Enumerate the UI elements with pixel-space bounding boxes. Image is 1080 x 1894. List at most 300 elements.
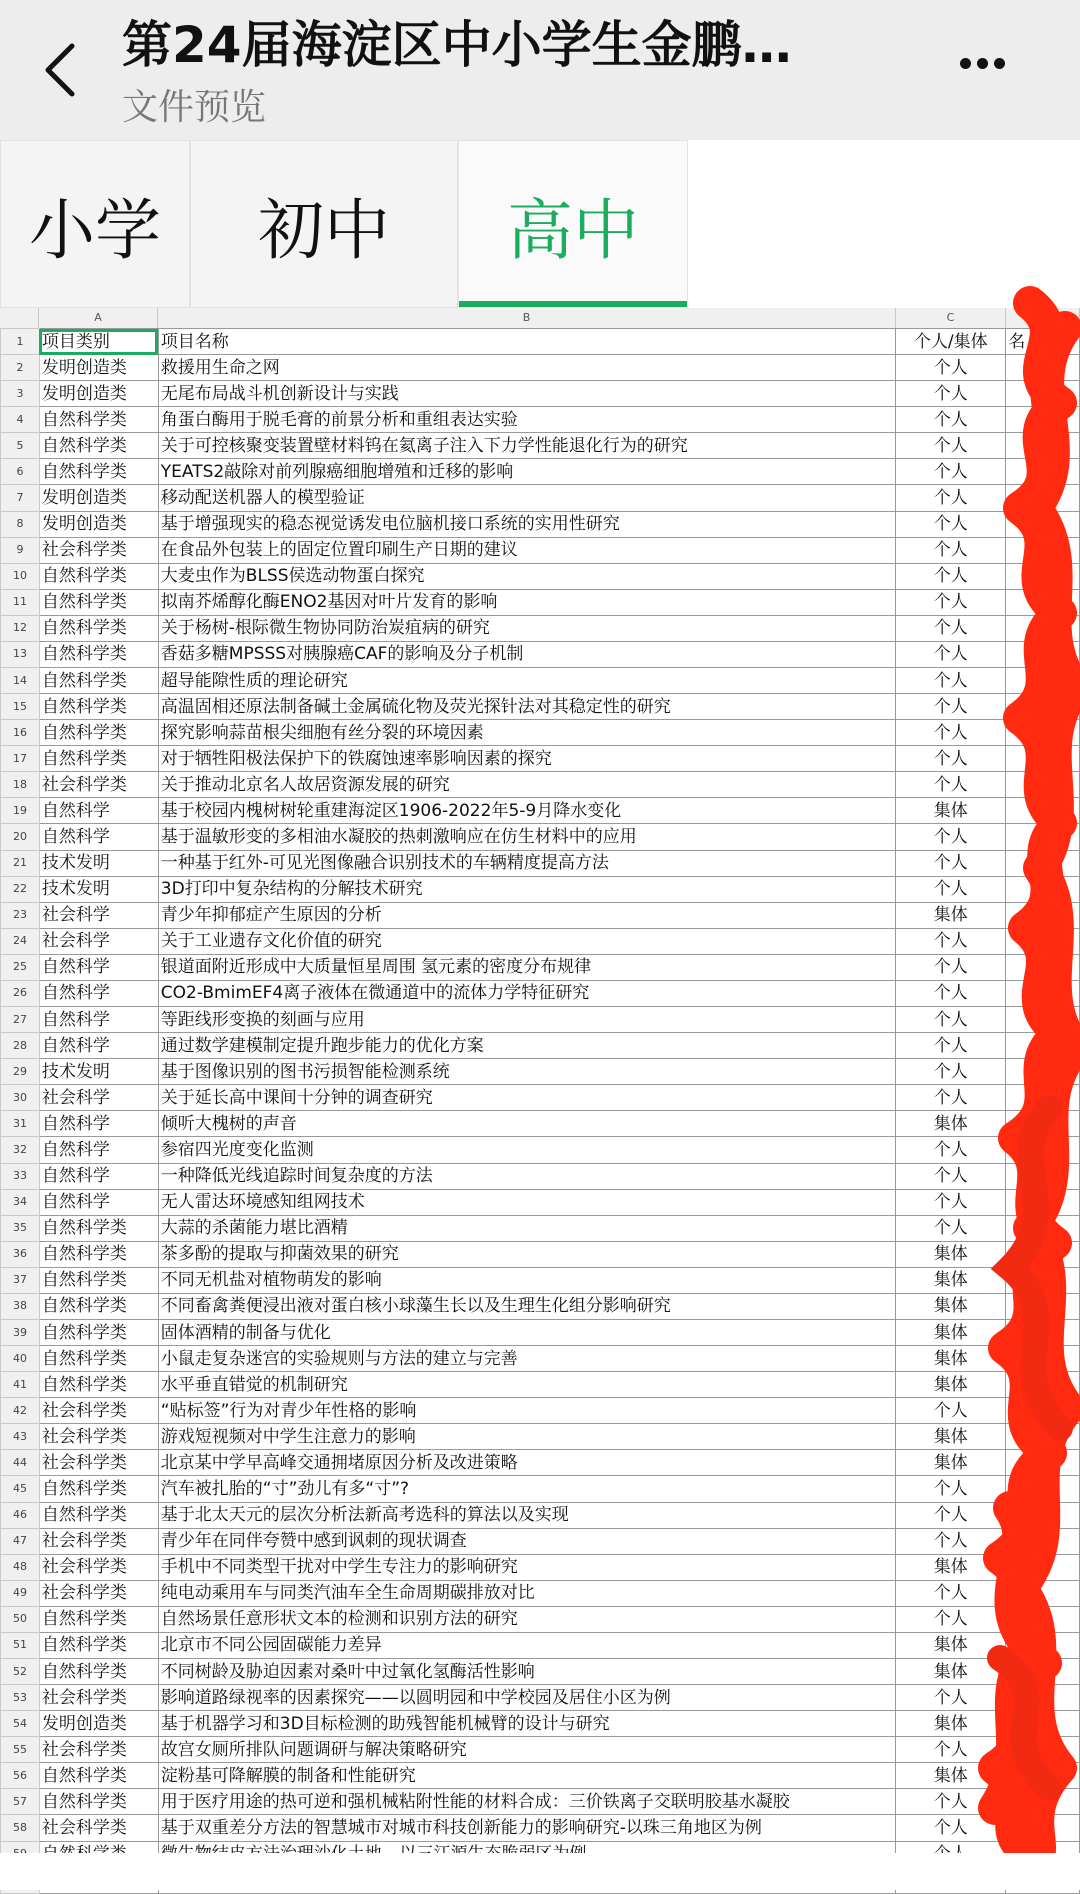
cell-project-name[interactable]: 关于推动北京名人故居资源发展的研究 [158, 772, 896, 798]
cell-individual-group[interactable]: 个人 [896, 1685, 1006, 1711]
row-number: 36 [1, 1241, 40, 1267]
cell-individual-group[interactable]: 个人 [896, 1189, 1006, 1215]
table-row [1, 381, 1080, 407]
cell-individual-group[interactable]: 个人 [896, 589, 1006, 615]
cell-project-name[interactable]: YEATS2敲除对前列腺癌细胞增殖和迁移的影响 [158, 459, 896, 485]
row-number: 53 [1, 1685, 40, 1711]
tab-senior-high[interactable]: 高中 [458, 140, 688, 308]
cell-category[interactable]: 技术发明 [39, 850, 158, 876]
cell-category[interactable]: 自然科学类 [39, 1763, 158, 1789]
cell-name[interactable] [1006, 1554, 1080, 1580]
spreadsheet-view[interactable] [0, 308, 1080, 1853]
row-number: 2 [1, 355, 40, 381]
cell-individual-group[interactable]: 个人 [896, 746, 1006, 772]
cell-category[interactable]: 自然科学 [39, 798, 158, 824]
cell-name[interactable] [1006, 641, 1080, 667]
cell-project-name[interactable]: 大蒜的杀菌能力堪比酒精 [158, 1215, 896, 1241]
cell-project-name[interactable]: 3D打印中复杂结构的分解技术研究 [158, 876, 896, 902]
cell-individual-group[interactable]: 个人 [896, 459, 1006, 485]
cell-name[interactable] [1006, 1424, 1080, 1450]
cell-name[interactable] [1006, 1215, 1080, 1241]
cell-individual-group[interactable]: 个人 [896, 824, 1006, 850]
table-row [1, 824, 1080, 850]
cell-name[interactable] [1006, 928, 1080, 954]
row-number: 30 [1, 1085, 40, 1111]
cell-category[interactable]: 自然科学类 [39, 694, 158, 720]
cell-individual-group[interactable]: 集体 [896, 1711, 1006, 1737]
table-row [1, 902, 1080, 928]
cell-individual-group[interactable]: 个人 [896, 433, 1006, 459]
row-number: 49 [1, 1580, 40, 1606]
cell-name[interactable] [1006, 1085, 1080, 1111]
cell-name[interactable] [1006, 1372, 1080, 1398]
table-row [1, 1606, 1080, 1632]
cell-name[interactable] [1006, 563, 1080, 589]
cell-name[interactable] [1006, 1007, 1080, 1033]
cell-name[interactable] [1006, 954, 1080, 980]
table-row [1, 1111, 1080, 1137]
cell-project-name[interactable]: 水平垂直错觉的机制研究 [158, 1372, 896, 1398]
cell-individual-group[interactable]: 个人 [896, 1476, 1006, 1502]
cell-project-name[interactable]: 超导能隙性质的理论研究 [158, 668, 896, 694]
cell-individual-group[interactable]: 个人 [896, 485, 1006, 511]
cell-project-name[interactable]: 游戏短视频对中学生注意力的影响 [158, 1424, 896, 1450]
cell-individual-group[interactable]: 个人 [896, 381, 1006, 407]
cell-individual-group[interactable]: 集体 [896, 1111, 1006, 1137]
table-row [1, 668, 1080, 694]
corner-cell [0, 308, 39, 328]
cell-individual-group[interactable]: 个人 [896, 1085, 1006, 1111]
cell-name[interactable] [1006, 1033, 1080, 1059]
back-arrow-icon[interactable] [36, 40, 86, 100]
cell-name[interactable] [1006, 1137, 1080, 1163]
table-row [1, 641, 1080, 667]
cell-name[interactable] [1006, 1658, 1080, 1684]
cell-name[interactable] [1006, 615, 1080, 641]
table-row [1, 1450, 1080, 1476]
cell-category[interactable]: 自然科学类 [39, 407, 158, 433]
cell-project-name[interactable]: 探究影响蒜苗根尖细胞有丝分裂的环境因素 [158, 720, 896, 746]
cell-individual-group[interactable]: 个人 [896, 1163, 1006, 1189]
row-number: 20 [1, 824, 40, 850]
cell-category[interactable]: 自然科学类 [39, 1241, 158, 1267]
cell-name[interactable] [1006, 1398, 1080, 1424]
row-number: 13 [1, 641, 40, 667]
row-number: 19 [1, 798, 40, 824]
cell-project-name[interactable]: 香菇多糖MPSSS对胰腺癌CAF的影响及分子机制 [158, 641, 896, 667]
cell-project-name[interactable]: 固体酒精的制备与优化 [158, 1319, 896, 1345]
cell-category[interactable]: 自然科学类 [39, 1789, 158, 1815]
cell-category[interactable]: 发明创造类 [39, 485, 158, 511]
header-cell-category[interactable]: 项目类别 [39, 329, 158, 355]
cell-name[interactable] [1006, 876, 1080, 902]
cell-name[interactable] [1006, 485, 1080, 511]
cell-name[interactable] [1006, 668, 1080, 694]
row-number: 46 [1, 1502, 40, 1528]
table-row [1, 850, 1080, 876]
cell-category[interactable]: 自然科学类 [39, 1293, 158, 1319]
cell-project-name[interactable]: 倾听大槐树的声音 [158, 1111, 896, 1137]
cell-category[interactable]: 自然科学类 [39, 1346, 158, 1372]
cell-category[interactable]: 自然科学类 [39, 746, 158, 772]
cell-category[interactable]: 社会科学类 [39, 1737, 158, 1763]
cell-individual-group[interactable]: 个人 [896, 694, 1006, 720]
table-row [1, 1632, 1080, 1658]
column-header-d[interactable]: D [1006, 308, 1080, 328]
cell-category[interactable]: 发明创造类 [39, 511, 158, 537]
cell-name[interactable] [1006, 407, 1080, 433]
cell-category[interactable]: 发明创造类 [39, 381, 158, 407]
cell-category[interactable]: 自然科学 [39, 1033, 158, 1059]
cell-individual-group[interactable]: 个人 [896, 1815, 1006, 1841]
row-number: 55 [1, 1737, 40, 1763]
cell-project-name[interactable]: 茶多酚的提取与抑菌效果的研究 [158, 1241, 896, 1267]
cell-individual-group[interactable]: 个人 [896, 563, 1006, 589]
table-row [1, 433, 1080, 459]
cell-name[interactable] [1006, 746, 1080, 772]
cell-individual-group[interactable]: 集体 [896, 1241, 1006, 1267]
column-header-b[interactable]: B [158, 308, 896, 328]
cell-individual-group[interactable]: 个人 [896, 980, 1006, 1006]
cell-name[interactable] [1006, 850, 1080, 876]
cell-project-name[interactable]: 无人雷达环境感知组网技术 [158, 1189, 896, 1215]
cell-project-name[interactable]: 关于杨树-根际微生物协同防治炭疽病的研究 [158, 615, 896, 641]
cell-name[interactable] [1006, 980, 1080, 1006]
cell-category[interactable]: 自然科学类 [39, 1606, 158, 1632]
table-row [1, 1346, 1080, 1372]
row-number: 15 [1, 694, 40, 720]
cell-category[interactable]: 自然科学类 [39, 1658, 158, 1684]
cell-individual-group[interactable]: 个人 [896, 1606, 1006, 1632]
cell-name[interactable] [1006, 1241, 1080, 1267]
row-number: 42 [1, 1398, 40, 1424]
cell-category[interactable]: 社会科学类 [39, 1424, 158, 1450]
cell-name[interactable] [1006, 1737, 1080, 1763]
cell-project-name[interactable]: 自然场景任意形状文本的检测和识别方法的研究 [158, 1606, 896, 1632]
row-number: 57 [1, 1789, 40, 1815]
cell-name[interactable] [1006, 1319, 1080, 1345]
row-number: 41 [1, 1372, 40, 1398]
cell-name[interactable] [1006, 1711, 1080, 1737]
cell-project-name[interactable]: 基于校园内槐树树轮重建海淀区1906-2022年5-9月降水变化 [158, 798, 896, 824]
cell-category[interactable]: 自然科学 [39, 980, 158, 1006]
cell-name[interactable] [1006, 1632, 1080, 1658]
cell-individual-group[interactable]: 个人 [896, 928, 1006, 954]
cell-individual-group[interactable]: 集体 [896, 1658, 1006, 1684]
cell-individual-group[interactable]: 集体 [896, 1632, 1006, 1658]
row-number: 27 [1, 1007, 40, 1033]
row-number: 1 [1, 329, 40, 355]
cell-name[interactable] [1006, 1293, 1080, 1319]
cell-individual-group[interactable]: 个人 [896, 1007, 1006, 1033]
cell-project-name[interactable]: 青少年在同伴夸赞中感到讽刺的现状调查 [158, 1528, 896, 1554]
cell-category[interactable]: 自然科学类 [39, 615, 158, 641]
cell-category[interactable]: 自然科学 [39, 1137, 158, 1163]
cell-individual-group[interactable]: 集体 [896, 1424, 1006, 1450]
cell-name[interactable] [1006, 1580, 1080, 1606]
cell-category[interactable]: 自然科学类 [39, 1632, 158, 1658]
cell-category[interactable]: 社会科学类 [39, 1685, 158, 1711]
cell-individual-group[interactable]: 集体 [896, 1319, 1006, 1345]
cell-category[interactable]: 自然科学类 [39, 1267, 158, 1293]
tab-junior-high[interactable]: 初中 [190, 140, 458, 308]
cell-project-name[interactable]: 移动配送机器人的模型验证 [158, 485, 896, 511]
table-row [1, 1554, 1080, 1580]
cell-category[interactable]: 自然科学类 [39, 459, 158, 485]
cell-category[interactable]: 自然科学类 [39, 720, 158, 746]
row-number: 34 [1, 1189, 40, 1215]
cell-project-name[interactable]: 基于北太天元的层次分析法新高考选科的算法以及实现 [158, 1502, 896, 1528]
cell-individual-group[interactable]: 个人 [896, 668, 1006, 694]
cell-individual-group[interactable]: 个人 [896, 1580, 1006, 1606]
cell-category[interactable]: 社会科学类 [39, 1554, 158, 1580]
cell-project-name[interactable]: 青少年抑郁症产生原因的分析 [158, 902, 896, 928]
table-row [1, 1476, 1080, 1502]
header-cell-individual-group[interactable]: 个人/集体 [896, 329, 1006, 355]
cell-individual-group[interactable]: 个人 [896, 1398, 1006, 1424]
cell-project-name[interactable]: 高温固相还原法制备碱土金属硫化物及荧光探针法对其稳定性的研究 [158, 694, 896, 720]
cell-category[interactable]: 技术发明 [39, 1059, 158, 1085]
cell-individual-group[interactable]: 个人 [896, 537, 1006, 563]
cell-name[interactable] [1006, 1502, 1080, 1528]
row-number: 45 [1, 1476, 40, 1502]
cell-name[interactable] [1006, 433, 1080, 459]
row-number: 58 [1, 1815, 40, 1841]
cell-individual-group[interactable]: 集体 [896, 1346, 1006, 1372]
cell-project-name[interactable]: 基于图像识别的图书污损智能检测系统 [158, 1059, 896, 1085]
cell-name[interactable] [1006, 1111, 1080, 1137]
cell-project-name[interactable]: 基于双重差分方法的智慧城市对城市科技创新能力的影响研究-以珠三角地区为例 [158, 1815, 896, 1841]
row-number: 5 [1, 433, 40, 459]
cell-individual-group[interactable]: 个人 [896, 954, 1006, 980]
cell-name[interactable] [1006, 355, 1080, 381]
cell-project-name[interactable]: CO2-BmimEF4离子液体在微通道中的流体力学特征研究 [158, 980, 896, 1006]
cell-project-name[interactable]: 关于延长高中课间十分钟的调查研究 [158, 1085, 896, 1111]
cell-category[interactable]: 社会科学 [39, 902, 158, 928]
cell-name[interactable] [1006, 720, 1080, 746]
row-number: 44 [1, 1450, 40, 1476]
cell-name[interactable] [1006, 511, 1080, 537]
table-row [1, 1241, 1080, 1267]
cell-project-name[interactable]: 拟南芥烯醇化酶ENO2基因对叶片发育的影响 [158, 589, 896, 615]
cell-name[interactable] [1006, 1685, 1080, 1711]
row-number: 31 [1, 1111, 40, 1137]
more-options-icon[interactable] [960, 54, 1020, 84]
cell-name[interactable] [1006, 1528, 1080, 1554]
cell-name[interactable] [1006, 1059, 1080, 1085]
cell-individual-group[interactable]: 集体 [896, 1293, 1006, 1319]
cell-category[interactable]: 自然科学 [39, 1007, 158, 1033]
cell-individual-group[interactable]: 个人 [896, 1059, 1006, 1085]
cell-category[interactable]: 自然科学 [39, 1189, 158, 1215]
cell-project-name[interactable]: 大麦虫作为BLSS侯选动物蛋白探究 [158, 563, 896, 589]
cell-individual-group[interactable]: 个人 [896, 772, 1006, 798]
cell-name[interactable] [1006, 459, 1080, 485]
cell-category[interactable]: 自然科学类 [39, 641, 158, 667]
cell-project-name[interactable]: 对于牺牲阳极法保护下的铁腐蚀速率影响因素的探究 [158, 746, 896, 772]
table-row [1, 720, 1080, 746]
table-row [1, 1789, 1080, 1815]
table-row [1, 1502, 1080, 1528]
cell-project-name[interactable]: 用于医疗用途的热可逆和强机械粘附性能的材料合成：三价铁离子交联明胶基水凝胶 [158, 1789, 896, 1815]
row-number: 47 [1, 1528, 40, 1554]
cell-category[interactable]: 自然科学类 [39, 589, 158, 615]
cell-project-name[interactable]: 北京市不同公园固碳能力差异 [158, 1632, 896, 1658]
cell-category[interactable]: 自然科学类 [39, 1476, 158, 1502]
cell-category[interactable]: 社会科学类 [39, 1528, 158, 1554]
table-header-row [1, 329, 1080, 355]
cell-category[interactable]: 技术发明 [39, 876, 158, 902]
cell-project-name[interactable]: 影响道路绿视率的因素探究——以圆明园和中学校园及居住小区为例 [158, 1685, 896, 1711]
table-row [1, 746, 1080, 772]
cell-category[interactable]: 自然科学类 [39, 563, 158, 589]
cell-project-name[interactable]: “贴标签”行为对青少年性格的影响 [158, 1398, 896, 1424]
tab-primary-school[interactable]: 小学 [0, 140, 190, 308]
cell-individual-group[interactable]: 个人 [896, 407, 1006, 433]
cell-category[interactable]: 社会科学 [39, 928, 158, 954]
cell-name[interactable] [1006, 1189, 1080, 1215]
cell-name[interactable] [1006, 381, 1080, 407]
cell-individual-group[interactable]: 集体 [896, 798, 1006, 824]
cell-category[interactable]: 自然科学类 [39, 1502, 158, 1528]
cell-category[interactable]: 社会科学 [39, 1085, 158, 1111]
cell-individual-group[interactable]: 个人 [896, 641, 1006, 667]
cell-project-name[interactable]: 关于工业遗存文化价值的研究 [158, 928, 896, 954]
row-number: 23 [1, 902, 40, 928]
cell-name[interactable] [1006, 902, 1080, 928]
cell-individual-group[interactable]: 个人 [896, 876, 1006, 902]
cell-name[interactable] [1006, 1476, 1080, 1502]
cell-name[interactable] [1006, 1789, 1080, 1815]
row-number: 39 [1, 1319, 40, 1345]
table-row [1, 1215, 1080, 1241]
cell-individual-group[interactable]: 个人 [896, 615, 1006, 641]
cell-individual-group[interactable]: 个人 [896, 1033, 1006, 1059]
column-header-bar [0, 308, 1080, 329]
cell-category[interactable]: 自然科学 [39, 824, 158, 850]
cell-name[interactable] [1006, 1450, 1080, 1476]
cell-project-name[interactable]: 手机中不同类型干扰对中学生专注力的影响研究 [158, 1554, 896, 1580]
cell-project-name[interactable]: 基于机器学习和3D目标检测的助残智能机械臂的设计与研究 [158, 1711, 896, 1737]
cell-project-name[interactable]: 通过数学建模制定提升跑步能力的优化方案 [158, 1033, 896, 1059]
cell-individual-group[interactable]: 个人 [896, 720, 1006, 746]
cell-project-name[interactable]: 不同无机盐对植物萌发的影响 [158, 1267, 896, 1293]
row-number: 35 [1, 1215, 40, 1241]
table-row [1, 1319, 1080, 1345]
cell-project-name[interactable]: 角蛋白酶用于脱毛膏的前景分析和重组表达实验 [158, 407, 896, 433]
cell-individual-group[interactable]: 集体 [896, 1450, 1006, 1476]
cell-category[interactable]: 社会科学类 [39, 1815, 158, 1841]
header-cell-project-name[interactable]: 项目名称 [158, 329, 896, 355]
cell-individual-group[interactable]: 集体 [896, 902, 1006, 928]
cell-individual-group[interactable]: 集体 [896, 1267, 1006, 1293]
cell-individual-group[interactable]: 集体 [896, 1554, 1006, 1580]
cell-category[interactable]: 自然科学类 [39, 1319, 158, 1345]
cell-category[interactable]: 自然科学类 [39, 1372, 158, 1398]
cell-project-name[interactable]: 一种降低光线追踪时间复杂度的方法 [158, 1163, 896, 1189]
cell-individual-group[interactable]: 个人 [896, 1137, 1006, 1163]
row-number: 14 [1, 668, 40, 694]
cell-individual-group[interactable]: 个人 [896, 355, 1006, 381]
cell-category[interactable]: 自然科学类 [39, 433, 158, 459]
cell-project-name[interactable]: 汽车被扎胎的“寸”劲儿有多“寸”? [158, 1476, 896, 1502]
header-cell-name[interactable]: 名 [1006, 329, 1080, 355]
row-number: 11 [1, 589, 40, 615]
cell-name[interactable] [1006, 1815, 1080, 1841]
cell-name[interactable] [1006, 1346, 1080, 1372]
cell-individual-group[interactable]: 个人 [896, 1502, 1006, 1528]
cell-project-name[interactable]: 参宿四光度变化监测 [158, 1137, 896, 1163]
cell-name[interactable] [1006, 824, 1080, 850]
cell-individual-group[interactable]: 个人 [896, 511, 1006, 537]
cell-project-name[interactable]: 等距线形变换的刻画与应用 [158, 1007, 896, 1033]
cell-project-name[interactable]: 救援用生命之网 [158, 355, 896, 381]
cell-category[interactable]: 发明创造类 [39, 355, 158, 381]
cell-individual-group[interactable]: 个人 [896, 1528, 1006, 1554]
cell-individual-group[interactable]: 个人 [896, 1789, 1006, 1815]
cell-name[interactable] [1006, 1267, 1080, 1293]
cell-individual-group[interactable]: 集体 [896, 1372, 1006, 1398]
table-row [1, 980, 1080, 1006]
cell-project-name[interactable]: 关于可控核聚变装置壁材料钨在氦离子注入下力学性能退化行为的研究 [158, 433, 896, 459]
cell-name[interactable] [1006, 1163, 1080, 1189]
cell-project-name[interactable]: 小鼠走复杂迷宫的实验规则与方法的建立与完善 [158, 1346, 896, 1372]
cell-project-name[interactable]: 基于温敏形变的多相油水凝胶的热刺激响应在仿生材料中的应用 [158, 824, 896, 850]
cell-name[interactable] [1006, 798, 1080, 824]
cell-name[interactable] [1006, 1606, 1080, 1632]
cell-individual-group[interactable]: 集体 [896, 1763, 1006, 1789]
cell-category[interactable]: 社会科学类 [39, 772, 158, 798]
cell-project-name[interactable]: 银道面附近形成中大质量恒星周围 氢元素的密度分布规律 [158, 954, 896, 980]
cell-project-name[interactable]: 在食品外包装上的固定位置印刷生产日期的建议 [158, 537, 896, 563]
cell-project-name[interactable]: 不同畜禽粪便浸出液对蛋白核小球藻生长以及生理生化组分影响研究 [158, 1293, 896, 1319]
cell-category[interactable]: 社会科学类 [39, 537, 158, 563]
cell-project-name[interactable]: 无尾布局战斗机创新设计与实践 [158, 381, 896, 407]
cell-project-name[interactable]: 纯电动乘用车与同类汽油车全生命周期碳排放对比 [158, 1580, 896, 1606]
cell-category[interactable]: 发明创造类 [39, 1711, 158, 1737]
cell-individual-group[interactable]: 个人 [896, 850, 1006, 876]
table-row [1, 1685, 1080, 1711]
cell-name[interactable] [1006, 537, 1080, 563]
cell-project-name[interactable]: 淀粉基可降解膜的制备和性能研究 [158, 1763, 896, 1789]
cell-project-name[interactable]: 一种基于红外-可见光图像融合识别技术的车辆精度提高方法 [158, 850, 896, 876]
cell-category[interactable]: 自然科学 [39, 1163, 158, 1189]
cell-name[interactable] [1006, 694, 1080, 720]
cell-individual-group[interactable]: 个人 [896, 1215, 1006, 1241]
cell-category[interactable]: 自然科学类 [39, 668, 158, 694]
cell-project-name[interactable]: 故宫女厕所排队问题调研与解决策略研究 [158, 1737, 896, 1763]
cell-name[interactable] [1006, 1763, 1080, 1789]
cell-project-name[interactable]: 基于增强现实的稳态视觉诱发电位脑机接口系统的实用性研究 [158, 511, 896, 537]
cell-category[interactable]: 社会科学类 [39, 1398, 158, 1424]
table-row [1, 1033, 1080, 1059]
bottom-area [0, 1853, 1080, 1890]
column-header-a[interactable]: A [39, 308, 158, 328]
cell-project-name[interactable]: 北京某中学早高峰交通拥堵原因分析及改进策略 [158, 1450, 896, 1476]
column-header-c[interactable]: C [896, 308, 1006, 328]
cell-name[interactable] [1006, 772, 1080, 798]
cell-category[interactable]: 自然科学类 [39, 1215, 158, 1241]
table-row [1, 1372, 1080, 1398]
cell-category[interactable]: 自然科学 [39, 954, 158, 980]
cell-category[interactable]: 社会科学类 [39, 1580, 158, 1606]
cell-name[interactable] [1006, 589, 1080, 615]
row-number: 50 [1, 1606, 40, 1632]
cell-category[interactable]: 社会科学类 [39, 1450, 158, 1476]
cell-individual-group[interactable]: 个人 [896, 1737, 1006, 1763]
cell-category[interactable]: 自然科学 [39, 1111, 158, 1137]
cell-project-name[interactable]: 不同树龄及胁迫因素对桑叶中过氧化氢酶活性影响 [158, 1658, 896, 1684]
